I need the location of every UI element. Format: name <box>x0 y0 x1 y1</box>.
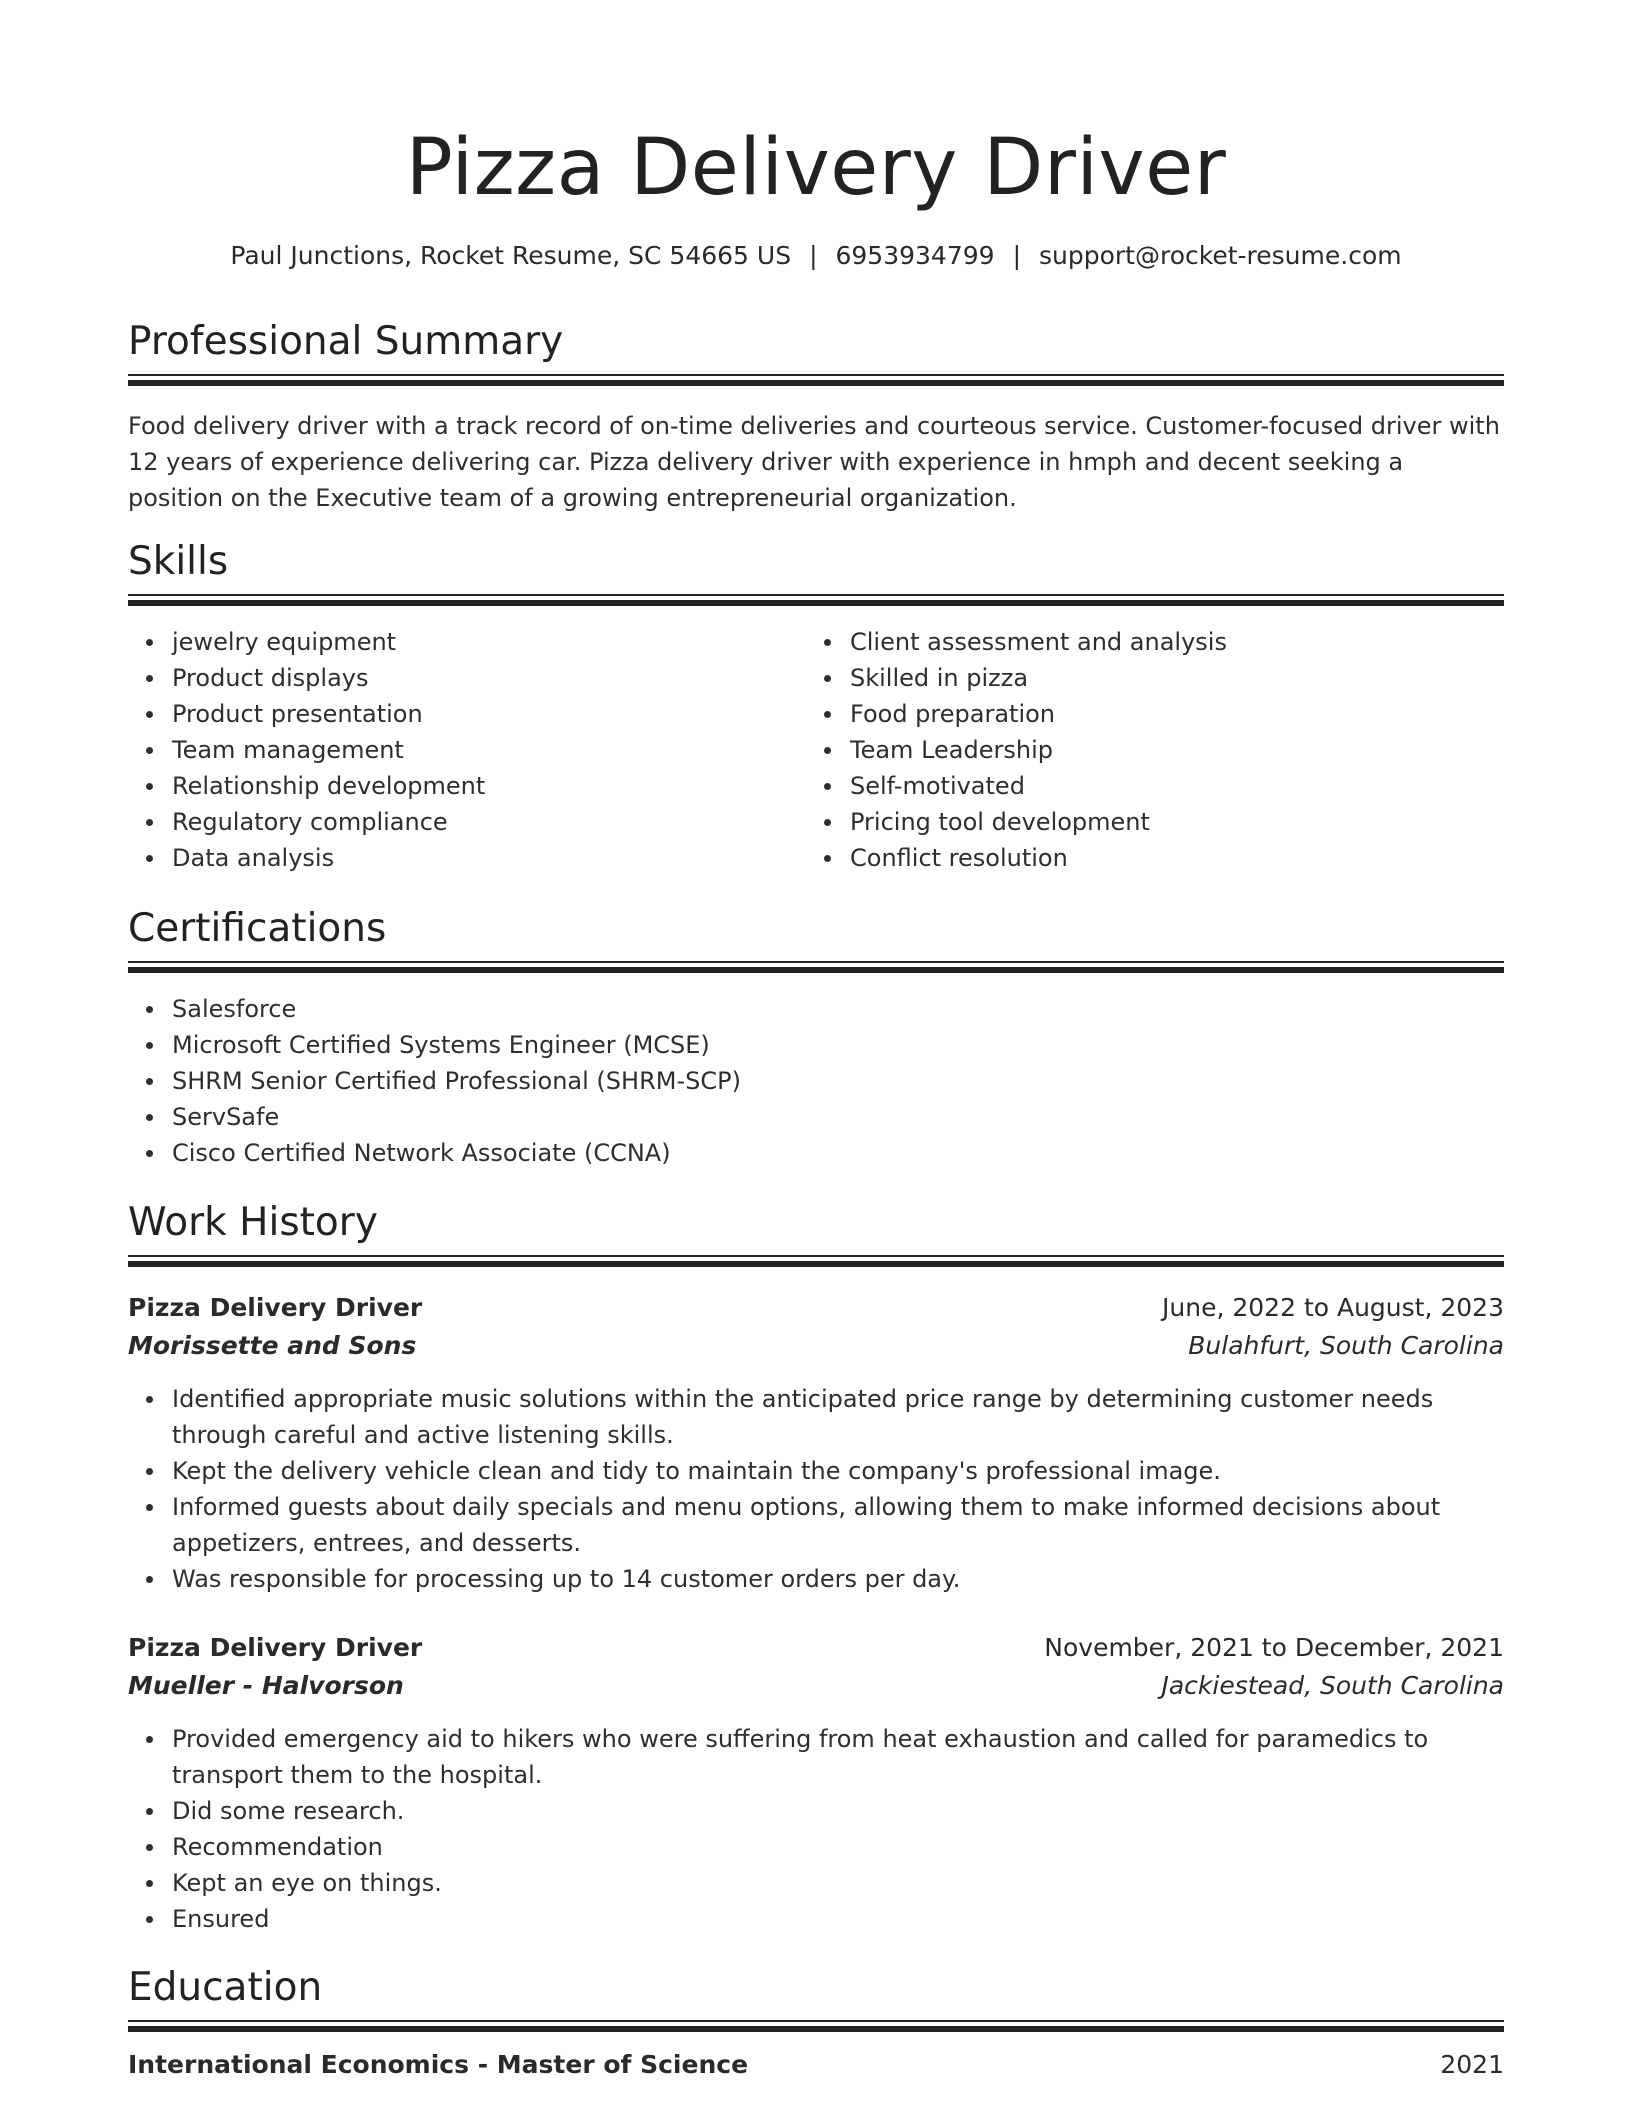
job-company: Mueller - Halvorson <box>128 1671 404 1700</box>
contact-address: Paul Junctions, Rocket Resume, SC 54665 US <box>230 241 792 270</box>
skills-section <box>128 538 1504 876</box>
job-dates: November, 2021 to December, 2021 <box>1044 1633 1504 1662</box>
certification-item: ServSafe <box>172 1099 1504 1135</box>
job-dates: June, 2022 to August, 2023 <box>1162 1293 1504 1322</box>
skill-item: Self-motivated <box>850 768 1484 804</box>
skill-item: Food preparation <box>850 696 1484 732</box>
education-year: 2021 <box>1440 2050 1504 2079</box>
section-heading-certifications: Certifications <box>128 906 387 951</box>
job-header <box>128 1289 1504 1365</box>
job-company: Morissette and Sons <box>128 1331 417 1360</box>
skill-item: Product displays <box>172 660 806 696</box>
job-duty: Recommendation <box>172 1829 1504 1865</box>
job-duties-list <box>128 1721 1504 1937</box>
education-degree: International Economics - Master of Science <box>128 2050 749 2079</box>
resume-title: Pizza Delivery Driver <box>405 123 1227 213</box>
skill-item: Product presentation <box>172 696 806 732</box>
section-divider <box>128 594 1504 608</box>
education-entry <box>128 2046 1504 2086</box>
contact-email: support@rocket-resume.com <box>1039 241 1402 270</box>
education-section <box>128 1964 1504 2086</box>
contact-phone: 6953934799 <box>835 241 995 270</box>
contact-separator: | <box>1012 241 1021 270</box>
skill-item: Client assessment and analysis <box>850 624 1484 660</box>
skills-list-right <box>806 624 1484 876</box>
skill-item: Conflict resolution <box>850 840 1484 876</box>
section-divider <box>128 374 1504 388</box>
job-duties-list <box>128 1381 1504 1597</box>
skill-item: Regulatory compliance <box>172 804 806 840</box>
skill-item: jewelry equipment <box>172 624 806 660</box>
certifications-section <box>128 905 1504 1171</box>
skill-item: Pricing tool development <box>850 804 1484 840</box>
job-title: Pizza Delivery Driver <box>128 1633 423 1662</box>
section-divider <box>128 2020 1504 2034</box>
certification-item: SHRM Senior Certified Professional (SHRM-SCP) <box>172 1063 1504 1099</box>
job-entry <box>128 1289 1504 1597</box>
summary-text: Food delivery driver with a track record of on-time deliveries and courteous service. Customer-focused driver with 12 years of experience delivering car. Pizza delivery driver with experience in hmph and decent seeking a position on the Executive team of a growing entrepreneurial organization. <box>128 412 1500 512</box>
summary-section <box>128 318 1504 516</box>
skill-item: Team Leadership <box>850 732 1484 768</box>
job-entry <box>128 1629 1504 1937</box>
job-duty: Kept the delivery vehicle clean and tidy to maintain the company's professional image. <box>172 1453 1504 1489</box>
skills-list-left <box>128 624 806 876</box>
job-duty: Ensured <box>172 1901 1504 1937</box>
skill-item: Relationship development <box>172 768 806 804</box>
certification-item: Salesforce <box>172 991 1504 1027</box>
skill-item: Team management <box>172 732 806 768</box>
work-history-section <box>128 1199 1504 1937</box>
job-duty: Was responsible for processing up to 14 customer orders per day. <box>172 1561 1504 1597</box>
certification-item: Cisco Certified Network Associate (CCNA) <box>172 1135 1504 1171</box>
job-location: Jackiestead, South Carolina <box>1161 1671 1504 1700</box>
job-duty: Did some research. <box>172 1793 1504 1829</box>
skill-item: Skilled in pizza <box>850 660 1484 696</box>
section-heading-education: Education <box>128 1965 323 2010</box>
section-divider <box>128 961 1504 975</box>
job-duty: Identified appropriate music solutions within the anticipated price range by determining customer needs through careful and active listening skills. <box>172 1381 1504 1453</box>
section-heading-skills: Skills <box>128 539 229 584</box>
skill-item: Data analysis <box>172 840 806 876</box>
job-location: Bulahfurt, South Carolina <box>1188 1331 1504 1360</box>
job-duty: Kept an eye on things. <box>172 1865 1504 1901</box>
certifications-list <box>128 991 1504 1171</box>
skills-columns <box>128 624 1504 876</box>
certification-item: Microsoft Certified Systems Engineer (MCSE) <box>172 1027 1504 1063</box>
job-title: Pizza Delivery Driver <box>128 1293 423 1322</box>
job-header <box>128 1629 1504 1705</box>
job-duty: Informed guests about daily specials and menu options, allowing them to make informed decisions about appetizers, entrees, and desserts. <box>172 1489 1504 1561</box>
section-heading-summary: Professional Summary <box>128 319 564 364</box>
section-divider <box>128 1255 1504 1269</box>
job-duty: Provided emergency aid to hikers who were suffering from heat exhaustion and called for paramedics to transport them to the hospital. <box>172 1721 1504 1793</box>
section-heading-work: Work History <box>128 1200 378 1245</box>
contact-separator: | <box>809 241 818 270</box>
contact-line <box>128 238 1504 274</box>
